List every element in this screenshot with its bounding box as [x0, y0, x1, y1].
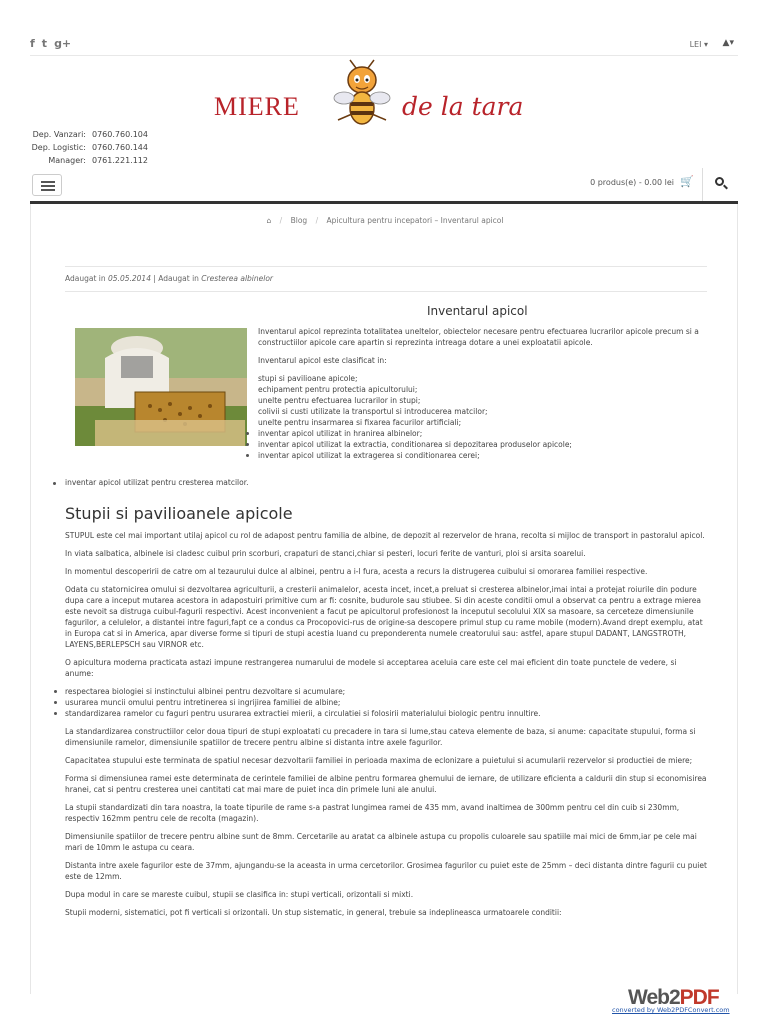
section-heading: Stupii si pavilioanele apicole	[65, 504, 293, 523]
paragraph: In momentul descoperirii de catre om al tezaurului dulce al albinei, pentru a i-l fura, acesta a recurs la distrugerea cuibului si omorarea familiei respective.	[65, 567, 648, 576]
contact-label: Dep. Vanzari:	[32, 130, 86, 139]
contact-label: Dep. Logistic:	[31, 143, 86, 152]
contact-row	[24, 128, 148, 141]
list-item: echipament pentru protectia apicultorului;	[258, 385, 418, 394]
paragraph: Dimensiunile spatiilor de trecere pentru albine sunt de 8mm. Cercetarile au aratat ca albinele astupa cu propolis culoarele sau spatiile mai mici de 6mm,iar pe cele mai mari de 10mm le astupa cu ceara.	[65, 832, 697, 852]
contact-phone[interactable]: 0760.760.104	[92, 130, 148, 139]
list-item: inventar apicol utilizat la extractia, conditionarea si depozitarea produselor apicole;	[258, 439, 704, 450]
breadcrumb-item-current: Apicultura pentru incepatori – Inventarul apicol	[326, 216, 504, 225]
paragraph: Stupii moderni, sistematici, pot fi verticali si orizontali. Un stup sistematic, in general, trebuie sa indeplineasca urmatoarele conditii:	[65, 908, 562, 917]
list-item: standardizarea ramelor cu faguri pentru usurarea extractiei mierii, a circulatiei si folosirii materialului biologic pentru innultire.	[65, 708, 707, 719]
menu-line	[41, 181, 55, 183]
logo-text-left: MIERE	[214, 92, 300, 121]
main-navbar	[30, 168, 738, 204]
contact-phone[interactable]: 0760.760.144	[92, 143, 148, 152]
intro-paragraph: Inventarul apicol este clasificat in:	[258, 356, 387, 365]
paragraph: Odata cu statornicirea omului si dezvoltarea agriculturii, a cresterii animalelor, acesta incet, incet,a preluat si cresterea albinelor,imai intai a protejat roiurile din podure dupa care a inceput mutarea acestora in adapostuiri primitive cum ar fi: cosnite, budurole sau stiubee. Si din aceste conditii omul a observat ca pentru a extrage mierea este nevoit sa distruga cuibul-fagurii respectivi. Acest inconvenient a facut pe apicultorul profesionost la inceputul secolului XIX sa masoare, sa cerceteze dimensiunile fagurilor, a celulelor, a distantei intre faguri,fapt ce a condus ca Procopovici-rus de origine-sa descopere primul stup cu rame mobile (modern).Avand drept exemplu, atat in Europa cat si in America, apar diverse forme si tipuri de stupi acestia luand cu preponderenta numele creatorului sau: astfel, apare stupul DADANT, LANGSTROTH, LAYENS,BERLEPSCH sau VIRNOR etc.	[65, 585, 703, 649]
facebook-icon[interactable]: f	[30, 37, 35, 50]
list-item: stupi si pavilioane apicole;	[258, 374, 358, 383]
main-content	[30, 204, 738, 994]
paragraph: Distanta intre axele fagurilor este de 37mm, ajungandu-se la aceasta in urma cercetorilor. Grosimea fagurilor cu puiet este de 25mm – deci distanta dintre fagurii cu puiet este de 12mm.	[65, 861, 707, 881]
list-item: unelte pentru efectuarea lucrarilor in stupi;	[258, 396, 421, 405]
list-item: respectarea biologiei si instinctului albinei pentru dezvoltare si acumulare;	[65, 686, 707, 697]
logo-text-right: de la tara	[402, 92, 524, 121]
list-item: inventar apicol utilizat pentru cresterea matcilor.	[65, 478, 249, 487]
paragraph: Forma si dimensiunea ramei este determinata de cerintele familiei de albine pentru formarea ghemului de iernare, de utilizare eficienta a caldurii din stup si economisirea hranei, cat si pentru cresterea unei cantitati cat mai mare de puiet inca din primele luni ale anului.	[65, 774, 707, 794]
web2pdf-watermark[interactable]	[612, 986, 742, 1018]
article-intro	[258, 326, 704, 461]
search-button[interactable]	[702, 168, 738, 201]
home-icon[interactable]: ⌂	[266, 216, 272, 225]
twitter-icon[interactable]: t	[41, 37, 48, 50]
inventory-list-last	[65, 478, 249, 487]
list-item: inventar apicol utilizat la extragerea si conditionarea cerei;	[258, 450, 704, 461]
paragraph: O apicultura moderna practicata astazi impune restrangerea numarului de modele si acceptarea aceluia care este cel mai eficient din toate punctele de vedere, si anume:	[65, 658, 677, 678]
user-icon[interactable]: ▲▾	[722, 38, 734, 48]
paragraph: La stupii standardizati din tara noastra, la toate tipurile de rame s-a pastrat lungimea ramei de 435 mm, avand inaltimea de 300mm pentru cel din cuib si 230mm, respectiv 162mm pentru cele de recolta (magazin).	[65, 803, 680, 823]
contact-phone[interactable]: 0761.221.112	[92, 156, 148, 165]
cart-icon[interactable]: 🛒	[680, 175, 694, 188]
contact-row	[24, 141, 148, 154]
breadcrumb: ⌂ / Blog / Apicultura pentru incepatori – Inventarul apicol	[266, 216, 504, 225]
paragraph: In viata salbatica, albinele isi cladesc cuibul prin scorburi, crapaturi de stanci,chiar si pesteri, locuri ferite de vanturi, ploi si arsita soarelui.	[65, 549, 586, 558]
bee-mascot-icon	[326, 58, 398, 128]
cart-summary[interactable]: 0 produs(e) - 0.00 lei	[590, 178, 674, 187]
inventory-list-bullets	[258, 428, 704, 461]
list-item: unelte pentru insarmarea si fixarea facurilor artificiali;	[258, 418, 462, 427]
list-item: colivii si custi utilizate la transportul si introducerea matcilor;	[258, 407, 488, 416]
social-links	[30, 37, 71, 50]
paragraph: Dupa modul in care se mareste cuibul, stupii se clasifica in: stupi verticali, orizontali si mixti.	[65, 890, 414, 899]
web2pdf-logo: Web2PDF	[628, 986, 719, 1009]
menu-line	[41, 185, 55, 187]
list-item: inventar apicol utilizat in hranirea albinelor;	[258, 428, 704, 439]
article-title: Inventarul apicol	[427, 304, 528, 318]
list-item: usurarea muncii omului pentru intretinerea si ingrijirea familiei de albine;	[65, 697, 707, 708]
hamburger-menu-button[interactable]	[32, 174, 62, 196]
currency-selector[interactable]: LEI ▾	[689, 40, 708, 49]
site-logo[interactable]	[210, 58, 560, 128]
contact-label: Manager:	[48, 156, 86, 165]
intro-paragraph: Inventarul apicol reprezinta totalitatea uneltelor, obiectelor necesare pentru efectuarea lucrarilor apicole precum si a constructiilor apicole care apartin si reprezinta intreaga dotare a unei exploatatii apicole.	[258, 327, 699, 347]
paragraph: STUPUL este cel mai important utilaj apicol cu rol de adapost pentru familia de albine, de depozit al rezervelor de hrana, recolta si mijloc de transport in pastoralul apicol.	[65, 531, 705, 540]
inventory-list	[258, 373, 704, 428]
google-plus-icon[interactable]: g+	[54, 37, 72, 50]
paragraph: Capacitatea stupului este terminata de spatiul necesar dezvoltarii familiei in perioada maxima de eclonizare a puietului si acumularii rezervelor si productiei de miere;	[65, 756, 693, 765]
post-date: 05.05.2014	[108, 274, 151, 283]
criteria-list	[65, 686, 707, 719]
article-body	[65, 530, 707, 925]
web2pdf-link[interactable]: converted by Web2PDFConvert.com	[612, 1006, 730, 1014]
post-category[interactable]: Cresterea albinelor	[201, 274, 274, 283]
menu-line	[41, 189, 55, 191]
contact-row	[24, 154, 148, 167]
top-bar	[30, 34, 738, 56]
breadcrumb-item-blog[interactable]: Blog	[290, 216, 308, 225]
contact-list	[24, 128, 148, 167]
post-meta: Adaugat in 05.05.2014 | Adaugat in Cresterea albinelor	[65, 266, 707, 292]
paragraph: La standardizarea constructiilor celor doua tipuri de stupi exploatati cu precadere in tara si lume,stau cateva elemente de baza, si anume: capacitate stupului, forma si dimensiunile ramelor, dimensiunile spatiilor de trecere pentru albine si distanta intre axele fagurilor.	[65, 727, 696, 747]
beekeeper-photo	[75, 328, 247, 446]
